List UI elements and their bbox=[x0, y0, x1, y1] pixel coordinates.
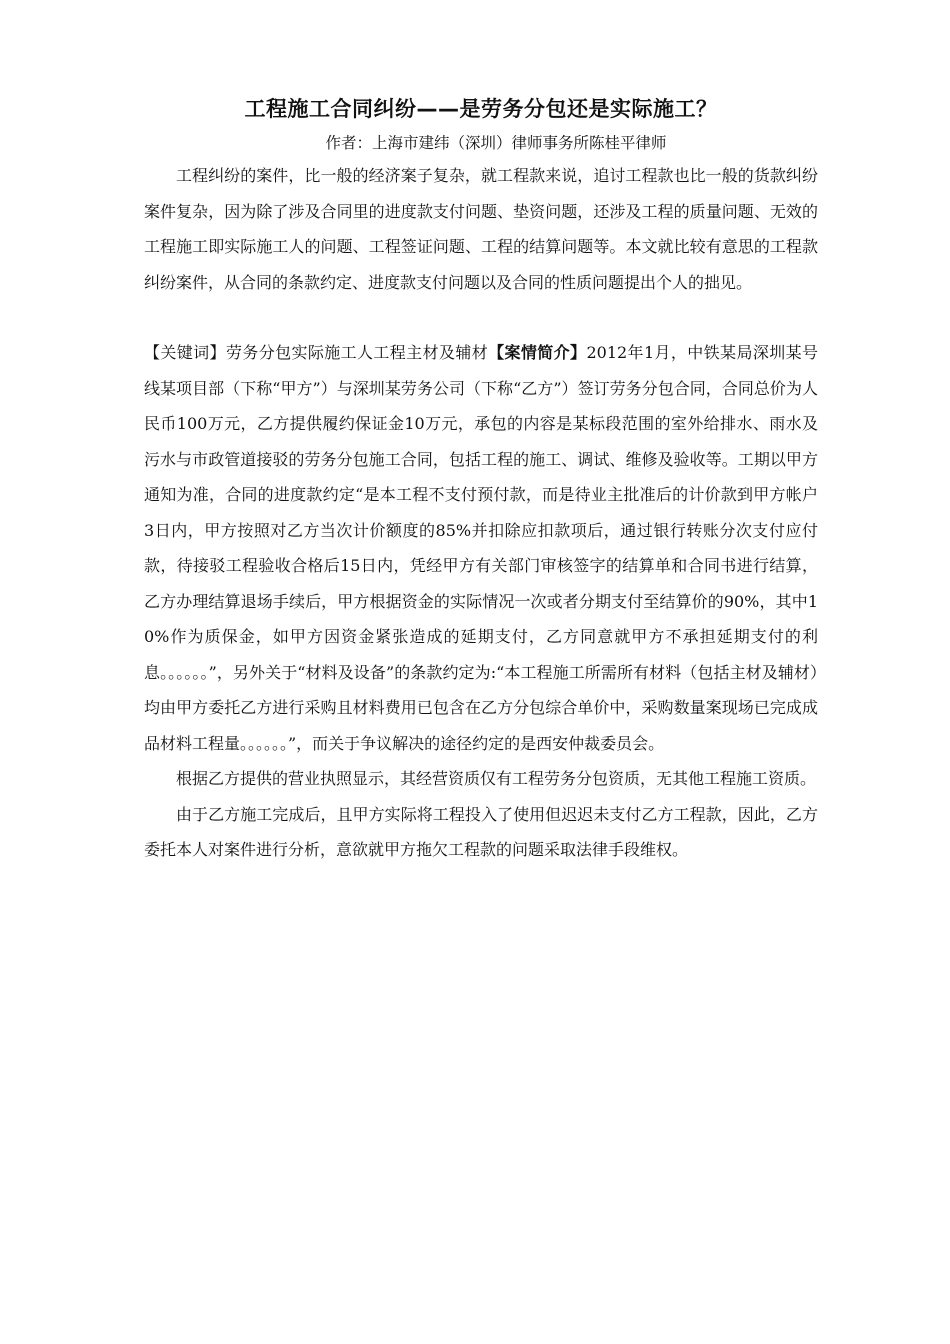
case-summary-text: 2012年1月，中铁某局深圳某号线某项目部（下称“甲方”）与深圳某劳务公司（下称“乙方”）签订劳务分包合同，合同总价为人民币100万元，乙方提供履约保证金10万元，承包的内容是某标段范围的室外给排水、雨水及污水与市政管道接驳的劳务分包施工合同，包括工程的施工、调试、维修及验收等。工期以甲方通知为准，合同的进度款约定“是本工程不支付预付款，而是待业主批准后的计价款到甲方帐户3日内，甲方按照对乙方当次计价额度的85%并扣除应扣款项后，通过银行转账分次支付应付款，待接驳工程验收合格后15日内，凭经甲方有关部门审核签字的结算单和合同书进行结算，乙方办理结算退场手续后，甲方根据资金的实际情况一次或者分期支付至结算价的90%，其中10%作为质保金，如甲方因资金紧张造成的延期支付，乙方同意就甲方不承担延期支付的利息。。。。。。”，另外关于“材料及设备”的条款约定为:“本工程施工所需所有材料（包括主材及辅材）均由甲方委托乙方进行采购且材料费用已包含在乙方分包综合单价中，采购数量案现场已完成成品材料工程量。。。。。。”，而关于争议解决的途径约定的是西安仲裁委员会。 bbox=[144, 343, 818, 753]
entrust-paragraph: 由于乙方施工完成后，且甲方实际将工程投入了使用但迟迟未支付乙方工程款，因此，乙方委托本人对案件进行分析，意欲就甲方拖欠工程款的问题采取法律手段维权。 bbox=[144, 804, 818, 859]
keywords-label: 【关键词】 bbox=[144, 343, 226, 362]
case-paragraph bbox=[144, 335, 818, 761]
keywords-text: 劳务分包实际施工人工程主材及辅材 bbox=[225, 343, 489, 362]
license-paragraph: 根据乙方提供的营业执照显示，其经营资质仅有工程劳务分包资质，无其他工程施工资质。 bbox=[176, 769, 817, 788]
document-title: 工程施工合同纠纷——是劳务分包还是实际施工？ bbox=[244, 97, 718, 121]
case-summary-label: 【案情简介】 bbox=[488, 343, 587, 362]
paragraph-spacer bbox=[144, 300, 818, 335]
intro-paragraph: 工程纠纷的案件，比一般的经济案子复杂，就工程款来说，追讨工程款也比一般的货款纠纷案件复杂，因为除了涉及合同里的进度款支付问题、垫资问题，还涉及工程的质量问题、无效的工程施工即实际施工人的问题、工程签证问题、工程的结算问题等。本文就比较有意思的工程款纠纷案件，从合同的条款约定、进度款支付问题以及合同的性质问题提出个人的拙见。 bbox=[144, 166, 818, 292]
document-page bbox=[144, 92, 818, 868]
document-author: 作者：上海市建纬（深圳）律师事务所陈桂平律师 bbox=[325, 134, 667, 152]
